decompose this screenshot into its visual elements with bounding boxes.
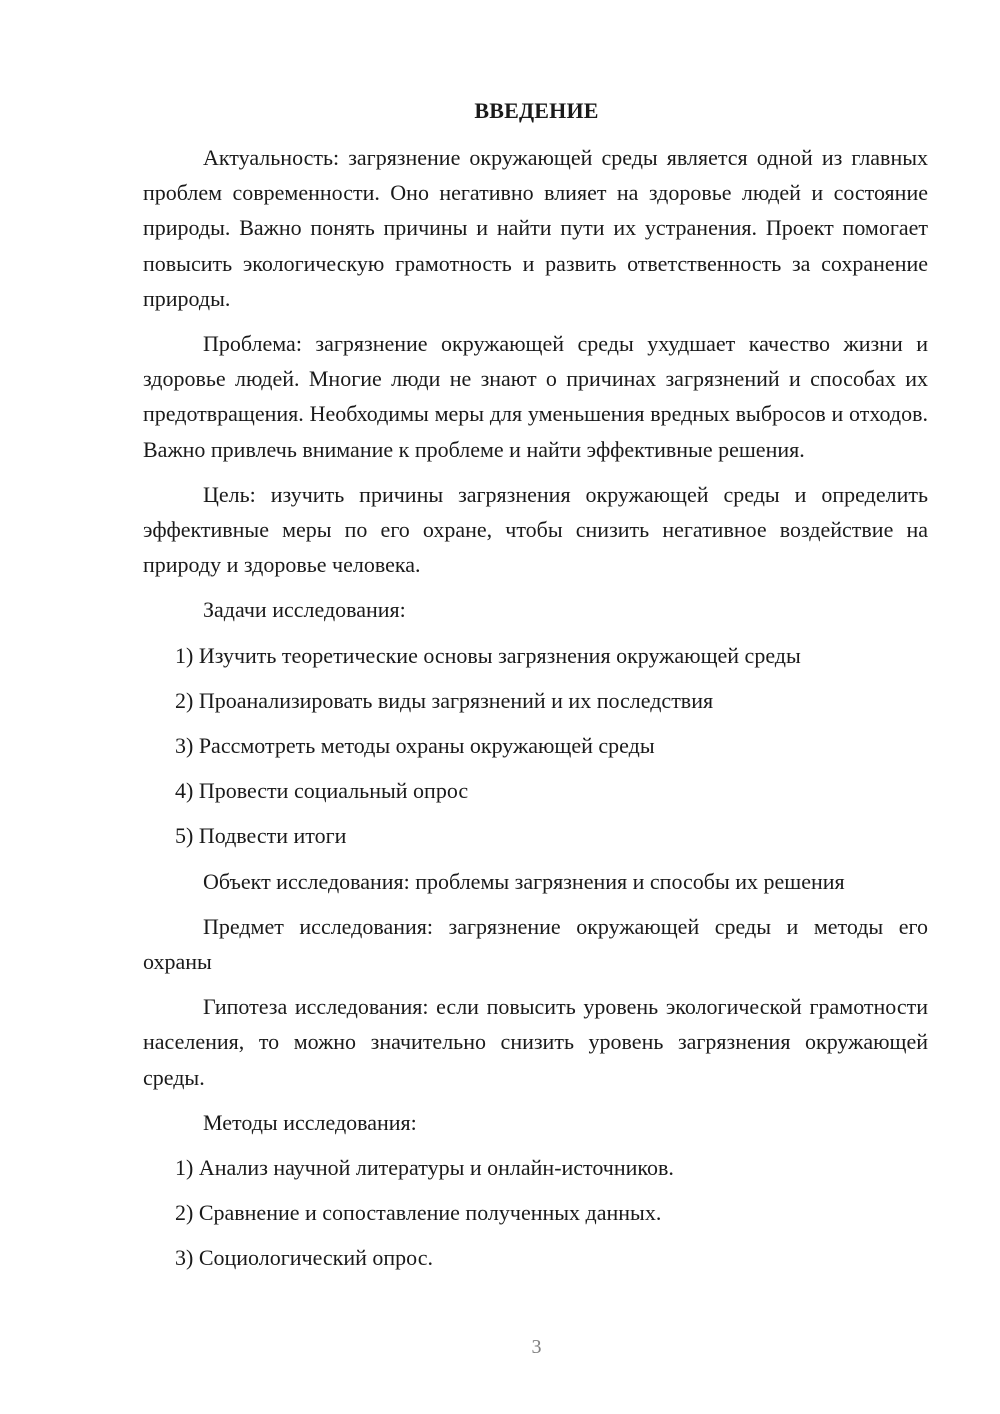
list-item: 3) Социологический опрос.: [175, 1245, 433, 1271]
list-item: 2) Сравнение и сопоставление полученных данных.: [175, 1200, 662, 1226]
methods-list: [143, 1150, 928, 1276]
list-item: 1) Анализ научной литературы и онлайн-источников.: [175, 1155, 674, 1181]
list-item: 1) Изучить теоретические основы загрязнения окружающей среды: [175, 642, 801, 668]
list-item: 2) Проанализировать виды загрязнений и их последствия: [175, 687, 714, 713]
page-number: 3: [531, 1336, 542, 1358]
hypothesis-paragraph: Гипотеза исследования: если повысить уровень экологической грамотности населения, то можно значительно снизить уровень загрязнения окружающей среды.: [143, 994, 928, 1090]
object-paragraph: Объект исследования: проблемы загрязнения и способы их решения: [203, 868, 845, 894]
subject-paragraph: Предмет исследования: загрязнение окружающей среды и методы его охраны: [143, 913, 928, 975]
problem-paragraph: Проблема: загрязнение окружающей среды ухудшает качество жизни и здоровье людей. Многие люди не знают о причинах загрязнений и способах их предотвращения. Необходимы меры для уменьшения вредных выбросов и отходов. Важно привлечь внимание к проблеме и найти эффективные решения.: [143, 331, 928, 462]
tasks-heading: Задачи исследования:: [203, 597, 406, 623]
list-item: 5) Подвести итоги: [175, 823, 347, 849]
page-title: ВВЕДЕНИЕ: [474, 98, 599, 123]
goal-paragraph: Цель: изучить причины загрязнения окружающей среды и определить эффективные меры по его охране, чтобы снизить негативное воздействие на природу и здоровье человека.: [143, 481, 928, 578]
tasks-list: [143, 638, 928, 854]
relevance-paragraph: Актуальность: загрязнение окружающей среды является одной из главных проблем современности. Оно негативно влияет на здоровье людей и состояние природы. Важно понять причины и найти пути их устранения. Проект помогает повысить экологическую грамотность и развить ответственность за сохранение природы.: [143, 145, 928, 311]
page-body: [143, 140, 928, 1286]
list-item: 3) Рассмотреть методы охраны окружающей среды: [175, 733, 655, 759]
methods-heading: Методы исследования:: [203, 1109, 417, 1135]
list-item: 4) Провести социальный опрос: [175, 778, 469, 804]
